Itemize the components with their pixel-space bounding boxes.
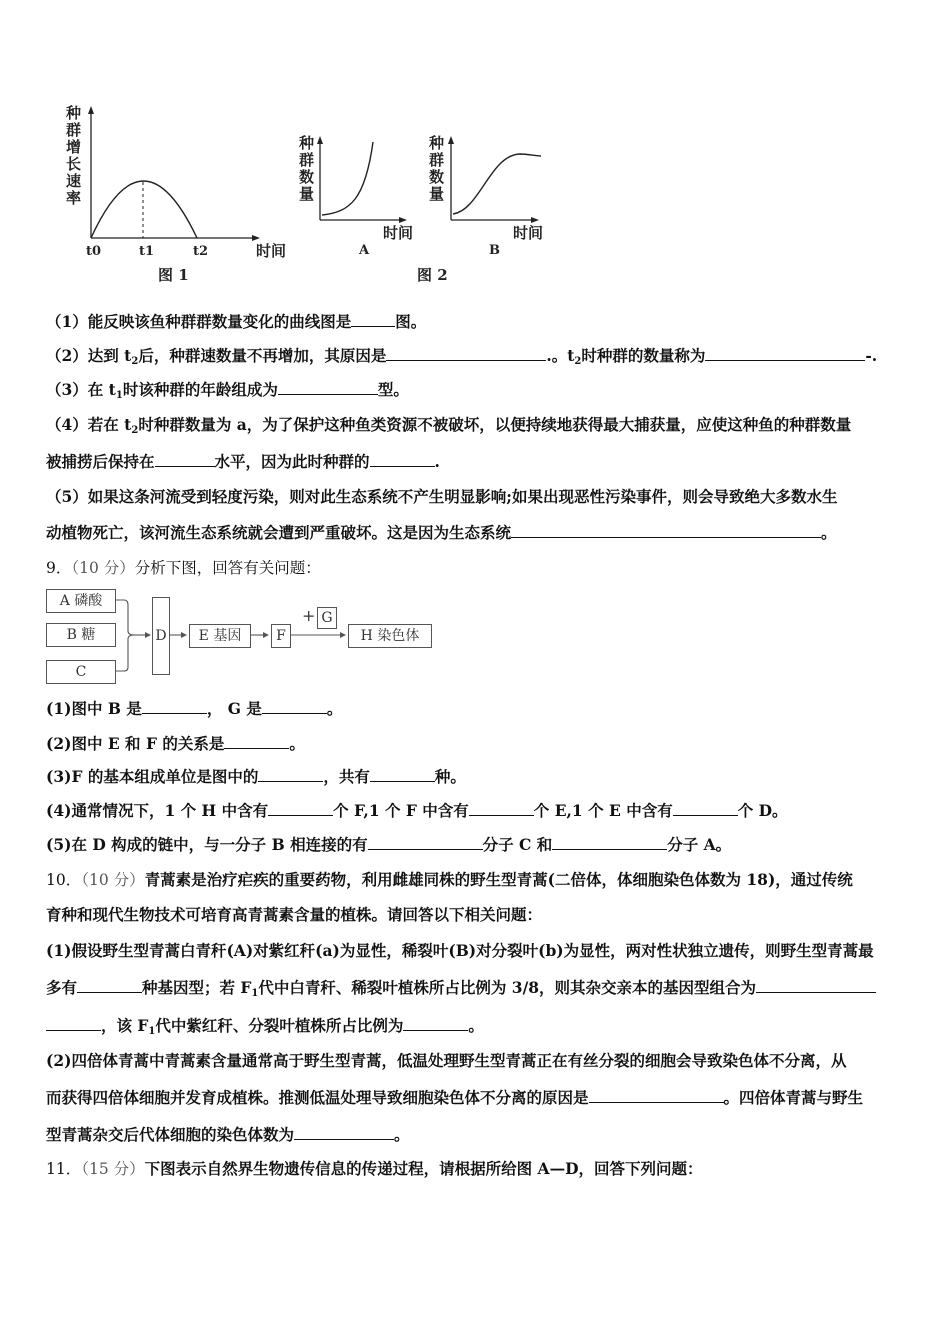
answer-blank[interactable] [511,523,821,538]
answer-blank[interactable] [258,767,323,782]
q8-part4-cont: 被捕捞后保持在 水平，因为此时种群的 . [46,452,440,471]
answer-blank[interactable] [46,1016,101,1031]
answer-blank[interactable] [552,835,667,850]
q8-part3: （3）在 $t_1$时该种群的年龄组成为 型。 [46,380,409,401]
diagram-box-c: C [46,660,116,684]
q10-header-cont: 育种和现代生物技术可培育高青蒿素含量的植株。请回答以下相关问题： [46,905,543,924]
diagram-box-g: G [317,607,337,629]
fig2a-xlabel: 时间 [383,224,414,242]
fig2a-y-arrow [317,136,323,144]
q8-part2: （2）达到 $t_2$后，种群速数量不再增加，其原因是 .。$t_2$时种群的数量称为 -. [46,346,878,367]
q10-part1-cont: 多有 种基因型；若 $F_1$代中白青秆、稀裂叶植株所占比例为 3/8，则其杂交亲本的基因型组合为 [46,978,910,1004]
q9-header: 9．（10 分）分析下图，回答有关问题： [46,559,321,577]
diagram-box-h: H 染色体 [348,624,432,648]
diagram-arrowhead-bd [145,632,151,638]
diagram-brace [116,600,134,671]
answer-blank[interactable] [589,1088,724,1103]
answer-blank[interactable] [368,835,483,850]
q10-part2-cont2: 型青蒿杂交后代体细胞的染色体数为 。 [46,1125,410,1144]
fig1-ylabel-2: 增 [66,138,82,156]
fig1-xlabel: 时间 [256,242,287,260]
fig2-caption: 图 2 [417,266,448,284]
fig2b-ylabel-0: 种 [429,134,445,152]
diagram-arrowhead-fh [340,632,346,638]
answer-blank[interactable] [386,346,546,361]
answer-blank[interactable] [351,312,395,327]
q10-part1-cont2: ，该 $F_1$代中紫红秆、分裂叶植株所占比例为 。 [46,1016,910,1042]
q8-part5-cont: 动植物死亡，该河流生态系统就会遭到严重破坏。这是因为生态系统 。 [46,523,837,542]
fig1-ylabel-4: 速 [66,172,82,190]
fig2b-ylabel-1: 群 [429,151,445,169]
fig2a-x-arrow [399,217,407,223]
fig2b-xlabel: 时间 [513,224,544,242]
figure-2 [295,130,565,290]
fig2b-x-arrow [531,217,539,223]
q8-part1: （1）能反映该鱼种群群数量变化的曲线图是 图。 [46,312,427,331]
fig1-ylabel-5: 率 [66,189,82,207]
diagram-arrowhead-de [181,632,187,638]
q9-part3: (3)F 的基本组成单位是图中的 ，共有 种。 [46,767,466,786]
q10-part1: (1)假设野生型青蒿白青秆(A)对紫红秆(a)为显性，稀裂叶(B)对分裂叶(b)为显性，两对性状独立遗传，则野生型青蒿最 [46,941,874,960]
fig1-ylabel-3: 长 [66,155,82,173]
q9-part1: (1)图中 B 是 ， G 是 。 [46,699,343,718]
fig1-tick-t2: t2 [193,244,209,259]
diagram-box-b: B 糖 [46,623,116,647]
fig2b-ylabel-3: 量 [429,185,445,203]
fig2b-curve-s [453,154,541,214]
fig2b-ylabel-2: 数 [429,168,445,186]
answer-blank[interactable] [370,767,435,782]
diagram-plus: + [302,606,316,625]
answer-blank[interactable] [155,452,215,467]
diagram-box-e: E 基因 [189,624,251,648]
q10-part2: (2)四倍体青蒿中青蒿素含量通常高于野生型青蒿，低温处理野生型青蒿正在有丝分裂的细胞会导致染色体不分离，从 [46,1051,847,1070]
q10-header: 10．（10 分）青蒿素是治疗疟疾的重要药物，利用雌雄同株的野生型青蒿(二倍体，体细胞染色体数为 18)，通过传统 [46,870,853,889]
fig2-panel-b: B [489,243,500,258]
fig1-tick-t0: t0 [86,244,102,259]
fig1-tick-t1: t1 [139,244,155,259]
answer-blank[interactable] [262,699,327,714]
answer-blank[interactable] [142,699,207,714]
fig1-x-arrow [252,235,260,241]
answer-blank[interactable] [294,1125,394,1140]
answer-blank[interactable] [403,1016,468,1031]
answer-blank[interactable] [278,380,378,395]
answer-blank[interactable] [268,801,333,816]
answer-blank[interactable] [756,978,876,993]
q9-part5: (5)在 D 构成的链中，与一分子 B 相连接的有 分子 C 和 分子 A。 [46,835,732,854]
fig1-y-arrow [88,106,94,114]
diagram-box-a: A 磷酸 [46,589,116,613]
diagram-arrowhead-ef [263,632,269,638]
fig1-curve [91,181,197,238]
q8-part4: （4）若在 $t_2$时种群数量为 a，为了保护这种鱼类资源不被破坏，以便持续地获得最大捕获量，应使这种鱼的种群数量 [46,415,852,436]
fig2a-ylabel-1: 群 [299,151,315,169]
q9-part4: (4)通常情况下，1 个 H 中含有 个 F,1 个 F 中含有 个 E,1 个 E 中含有 个 D。 [46,801,788,820]
q10-part2-cont: 而获得四倍体细胞并发育成植株。推测低温处理导致细胞染色体不分离的原因是 。四倍体青蒿与野生 [46,1088,864,1107]
answer-blank[interactable] [705,346,865,361]
fig2-panel-a: A [359,243,370,258]
diagram-box-d: D [152,597,170,675]
answer-blank[interactable] [77,978,142,993]
answer-blank[interactable] [469,801,534,816]
answer-blank[interactable] [370,452,435,467]
q11-header: 11．（15 分）下图表示自然界生物遗传信息的传递过程，请根据所给图 A—D，回答下列问题： [46,1159,703,1178]
answer-blank[interactable] [224,734,289,749]
fig2a-ylabel-3: 量 [299,185,315,203]
figure-1 [60,100,300,290]
diagram-box-f: F [271,624,291,648]
fig1-ylabel-0: 种 [66,104,82,122]
q9-part2: (2)图中 E 和 F 的关系是 。 [46,734,305,753]
fig2a-curve-j [322,142,373,215]
fig1-ylabel-1: 群 [66,121,82,139]
fig1-caption: 图 1 [158,266,189,284]
q8-part5: （5）如果这条河流受到轻度污染，则对此生态系统不产生明显影响;如果出现恶性污染事件，则会导致绝大多数水生 [46,487,838,506]
answer-blank[interactable] [673,801,738,816]
fig2a-ylabel-2: 数 [299,168,315,186]
fig2b-y-arrow [448,136,454,144]
fig2a-ylabel-0: 种 [299,134,315,152]
